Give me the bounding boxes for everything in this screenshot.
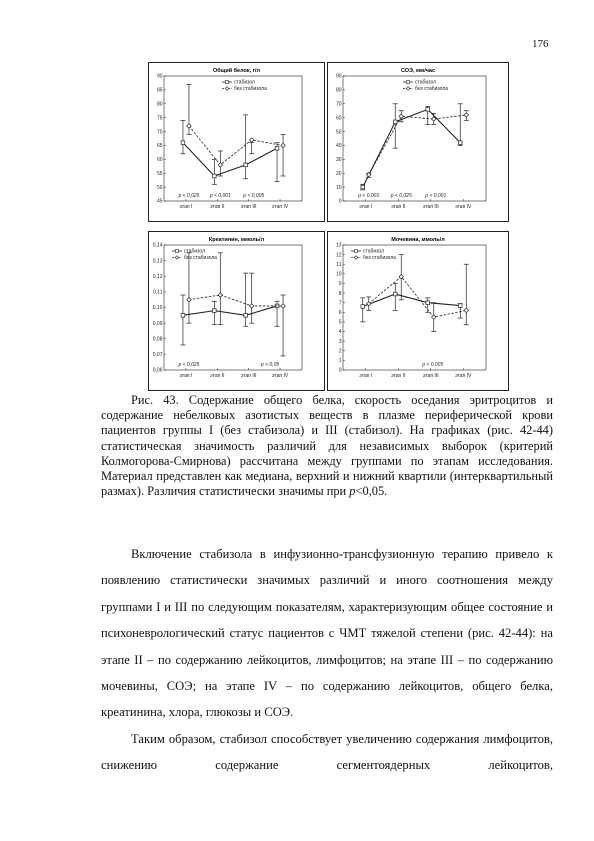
y-tick-label: 55: [156, 170, 163, 177]
p-value-annotation: p < 0,001: [358, 193, 380, 199]
x-tick-label: этап III: [240, 204, 257, 210]
y-tick-label: 10: [335, 271, 342, 278]
chart-title: Общий белок, г/л: [213, 68, 260, 74]
chart-panel: [148, 62, 325, 222]
caption-tail: <0,05.: [355, 484, 388, 499]
plot-area: [343, 76, 486, 201]
legend-marker: [175, 256, 179, 260]
series-line: [363, 294, 461, 307]
y-tick-label: 0,12: [152, 273, 163, 280]
x-tick-label: этап IV: [271, 204, 289, 210]
y-tick-label: 20: [335, 170, 342, 177]
data-point: [218, 293, 222, 297]
data-point: [399, 114, 403, 118]
y-tick-label: 50: [156, 184, 163, 191]
series-line: [189, 295, 283, 306]
data-point: [275, 146, 279, 150]
y-tick-label: 85: [156, 87, 163, 94]
y-tick-label: 0: [338, 367, 342, 374]
data-point: [281, 304, 285, 308]
chart-svg: [328, 63, 508, 221]
x-tick-label: этап IV: [455, 373, 472, 379]
data-point: [181, 314, 185, 318]
y-tick-label: 0,11: [153, 289, 163, 296]
y-tick-label: 90: [156, 73, 163, 80]
caption-p-symbol: p: [349, 484, 356, 499]
chart-panel: [327, 62, 509, 222]
y-tick-label: 0,06: [152, 367, 163, 374]
data-point: [213, 309, 217, 313]
x-tick-label: этап I: [359, 373, 373, 379]
data-point: [244, 314, 248, 318]
data-point: [181, 141, 185, 145]
y-tick-label: 1: [338, 358, 342, 365]
caption-text: Рис. 43. Содержание общего белка, скорость оседания эритроцитов и содержание небелковых азотистых веществ в плазме периферической крови пациентов группы I (без стабизола) и III (стабизол). На графиках (рис. 42-44) статистическая значимость различий для независимых выборок (критерий Колмогорова-Смирнова) рассчитана между группами по этапам исследования. Материал представлен как медиана, верхний и нижний квартили (интерквартильный размах). Различия статистически значимы при: [101, 393, 553, 499]
data-point: [464, 308, 468, 312]
paragraph: Включение стабизола в инфузионно-трансфузионную терапию привело к появлению статистически значимых различий и иного соотношения между группами I и III по следующим показателям, характеризующим общее состояние и психоневрологический статус пациентов с ЧМТ тяжелой степени (рис. 42-44): на этапе II – по содержанию лейкоцитов, лимфоцитов; на этапе III – по содержанию мочевины, СОЭ; на этапе IV – по содержанию лейкоцитов, общего белка, креатинина, хлора, глюкозы и СОЭ.: [101, 547, 553, 720]
data-point: [361, 305, 365, 309]
y-tick-label: 4: [338, 329, 342, 336]
x-tick-label: этап II: [210, 373, 225, 379]
chart-svg: [149, 63, 324, 221]
y-tick-label: 50: [335, 129, 342, 136]
y-tick-label: 0,09: [152, 320, 163, 327]
series-line: [189, 126, 283, 165]
y-tick-label: 8: [338, 290, 342, 297]
legend-marker: [406, 87, 410, 91]
legend-label: стабизол: [363, 248, 384, 255]
data-point: [393, 292, 397, 296]
x-tick-label: этап III: [422, 373, 439, 379]
p-value-annotation: p < 0,005: [243, 193, 265, 199]
data-point: [244, 163, 248, 167]
y-tick-label: 60: [335, 115, 342, 122]
x-tick-label: этап III: [422, 204, 439, 210]
x-tick-label: этап I: [179, 373, 193, 379]
legend-label: без стабизола: [363, 255, 396, 262]
y-tick-label: 70: [335, 101, 342, 108]
y-tick-label: 7: [338, 300, 342, 307]
p-value-annotation: p < 0,005: [422, 362, 444, 368]
p-value-annotation: p < 0,025: [390, 193, 412, 199]
y-tick-label: 30: [335, 157, 342, 164]
series-line: [363, 109, 461, 187]
x-tick-label: этап IV: [455, 204, 472, 210]
y-tick-label: 65: [156, 143, 163, 150]
x-tick-label: этап II: [210, 204, 225, 210]
legend-marker: [225, 81, 228, 84]
legend-label: без стабизола: [415, 86, 448, 93]
plot-area: [164, 245, 302, 370]
y-tick-label: 60: [156, 157, 163, 164]
data-point: [187, 297, 191, 301]
data-point: [361, 185, 365, 189]
series-line: [183, 143, 277, 176]
figure-43: [0, 0, 594, 390]
paragraph: Таким образом, стабизол способствует увеличению содержания лимфоцитов, снижению содержание сегментоядерных лейкоцитов,: [101, 731, 553, 773]
y-tick-label: 0,08: [152, 336, 163, 343]
y-tick-label: 0,14: [152, 242, 163, 249]
y-tick-label: 6: [338, 310, 342, 317]
body-text: [101, 541, 553, 779]
p-value-annotation: p < 0,05: [260, 362, 280, 368]
y-tick-label: 11: [336, 261, 342, 268]
chart-svg: [149, 232, 324, 390]
legend-label: стабизол: [415, 79, 437, 86]
y-tick-label: 0,07: [152, 352, 163, 359]
legend-marker: [407, 81, 410, 84]
chart-title: Креатинин, ммоль/л: [208, 237, 265, 243]
data-point: [249, 138, 253, 142]
chart-svg: [328, 232, 508, 390]
y-tick-label: 2: [338, 348, 342, 355]
series-line: [369, 277, 467, 317]
chart-title: СОЭ, мм/час: [400, 68, 436, 74]
legend-label: стабизол: [184, 248, 205, 255]
p-value-annotation: p < 0,001: [209, 193, 231, 199]
page-number: 176: [532, 38, 549, 50]
chart-title: Мочевина, ммоль/л: [391, 237, 445, 243]
y-tick-label: 70: [156, 129, 163, 136]
series-line: [183, 306, 277, 315]
data-point: [249, 304, 253, 308]
y-tick-label: 80: [156, 101, 163, 108]
data-point: [432, 315, 436, 319]
y-tick-label: 5: [338, 319, 342, 326]
y-tick-label: 0,13: [152, 258, 163, 265]
legend-marker: [355, 250, 358, 253]
y-tick-label: 10: [335, 184, 342, 191]
data-point: [426, 301, 430, 305]
x-tick-label: этап IV: [271, 373, 289, 379]
data-point: [213, 174, 217, 178]
legend-label: без стабизола: [233, 86, 267, 93]
y-tick-label: 0: [338, 198, 342, 205]
x-tick-label: этап I: [359, 204, 373, 210]
data-point: [464, 113, 468, 117]
chart-panel: [148, 231, 325, 391]
x-tick-label: этап II: [391, 373, 406, 379]
data-point: [458, 141, 462, 145]
data-point: [393, 120, 397, 124]
figure-caption: [101, 393, 553, 499]
y-tick-label: 13: [335, 242, 342, 249]
legend-marker: [225, 87, 229, 91]
x-tick-label: этап II: [391, 204, 406, 210]
y-tick-label: 45: [156, 198, 163, 205]
x-tick-label: этап I: [179, 204, 193, 210]
p-value-annotation: p < 0,025: [178, 362, 200, 368]
legend-label: стабизол: [233, 79, 255, 86]
x-tick-label: этап III: [240, 373, 257, 379]
y-tick-label: 3: [338, 338, 342, 345]
y-tick-label: 0,10: [152, 305, 163, 312]
data-point: [426, 108, 430, 112]
p-value-annotation: p < 0,025: [178, 193, 200, 199]
y-tick-label: 75: [156, 115, 163, 122]
data-point: [458, 304, 462, 308]
legend-marker: [354, 256, 358, 260]
legend-label: без стабизола: [184, 255, 217, 262]
plot-area: [164, 76, 302, 201]
y-tick-label: 80: [335, 87, 342, 94]
y-tick-label: 9: [338, 281, 342, 288]
y-tick-label: 40: [335, 143, 342, 150]
p-value-annotation: p < 0,001: [425, 193, 447, 199]
y-tick-label: 12: [335, 252, 342, 259]
data-point: [281, 143, 285, 147]
y-tick-label: 90: [335, 73, 342, 80]
legend-marker: [176, 250, 179, 253]
chart-panel: [327, 231, 509, 391]
